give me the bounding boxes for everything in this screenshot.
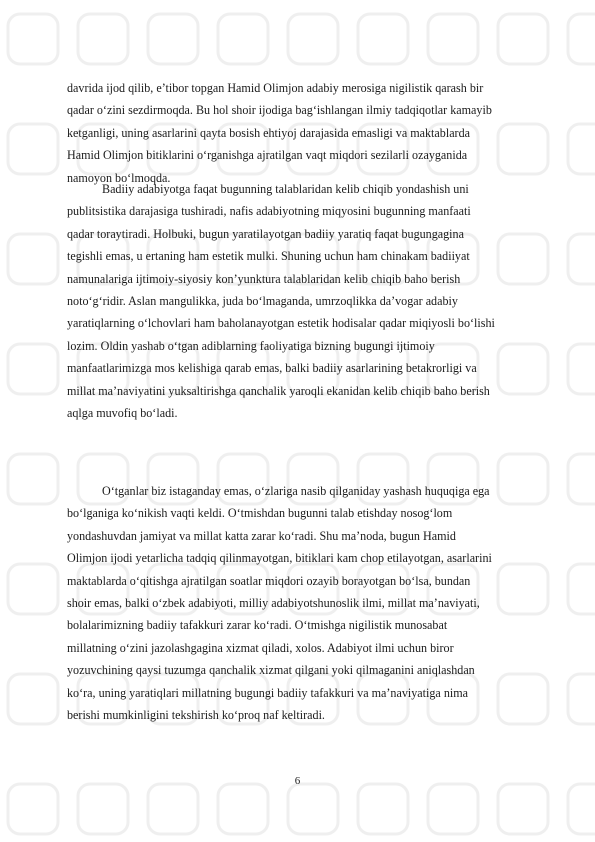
text-line: millat ma’naviyatini yuksaltirishga qanchalik yaroqli ekanidan kelib chiqib baho berish [67, 383, 490, 398]
text-line: bo‘lganiga ko‘nikish vaqti keldi. O‘tmishdan bugunni talab etishday nosog‘lom [67, 506, 453, 521]
page-number: 6 [294, 775, 301, 787]
text-line: shoir emas, balki o‘zbek adabiyoti, milliy adabiyotshunoslik ilmi, millat ma’naviyati, [67, 595, 480, 610]
text-line-indented: Badiiy adabiyotga faqat bugunning talablaridan kelib chiqib yondashish uni [102, 182, 469, 196]
text-line: millatning o‘zini jazolashgagina xizmat qiladi, xolos. Adabiyot ilmi uchun biror [67, 640, 454, 655]
text-line: yondashuvdan jamiyat va millat katta zarar ko‘radi. Shu ma’noda, bugun Hamid [67, 528, 456, 543]
text-line: ko‘ra, uning yaratiqlari millatning bugungi badiiy tafakkuri va ma’naviyatiga nima [67, 685, 468, 700]
text-line: maktablarda o‘qitishga ajratilgan soatlar miqdori ozayib borayotgan bo‘lsa, bundan [67, 573, 471, 588]
text-line: berishi mumkinligini tekshirish ko‘proq naf keltiradi. [67, 707, 325, 722]
text-line: tegishli emas, u ertaning ham estetik mulki. Shuning uchun ham chinakam badiiyat [67, 249, 470, 264]
paragraph-2 [67, 178, 562, 424]
text-line: noto‘g‘ridir. Aslan mangulikka, juda bo‘lmaganda, umrzoqlikka da’vogar adabiy [67, 293, 458, 308]
text-line: yozuvchining qaysi tuzumga qanchalik xizmat qilgani yoki qilmaganini aniqlashdan [67, 663, 475, 678]
text-line: yaratiqlarning o‘lchovlari ham baholanayotgan estetik hodisalar qadar miqiyosli bo‘lishi [67, 316, 495, 331]
text-line: qadar toraytiradi. Holbuki, bugun yaratilayotgan badiiy yaratiq faqat bugungagina [67, 226, 464, 241]
paragraph-3 [67, 480, 562, 726]
text-line: bolalarimizning badiiy tafakkuri zarar ko‘radi. O‘tmishga nigilistik munosabat [67, 618, 448, 633]
text-line-indented: O‘tganlar biz istaganday emas, o‘zlariga nasib qilganiday yashash huquqiga ega [102, 484, 490, 498]
text-line: ketganligi, uning asarlarini qayta bosish ehtiyoj darajasida emasligi va maktablarda [67, 125, 471, 140]
text-line: lozim. Oldin yashab o‘tgan adiblarning faoliyatiga bizning bugungi ijtimoiy [67, 338, 435, 353]
text-line: namoyon bo‘lmoqda. [67, 170, 171, 185]
text-line: qadar o‘zini sezdirmoqda. Bu hol shoir ijodiga bag‘ishlangan ilmiy tadqiqotlar kamayib [67, 103, 492, 118]
text-line: Hamid Olimjon bitiklarini o‘rganishga ajratilgan vaqt miqdori sezilarli ozayganida [67, 148, 468, 163]
text-line: Olimjon ijodi yetarlicha tadqiq qilinmayotgan, bitiklari kam chop etilayotgan, asarlarini [67, 551, 492, 566]
text-line: aqlga muvofiq bo‘ladi. [67, 405, 178, 420]
text-line: namunalariga ijtimoiy-siyosiy kon’yunktura talablaridan kelib chiqib baho berish [67, 271, 461, 286]
text-line: publitsistika darajasiga tushiradi, nafis adabiyotning miqyosini bugunning manfaati [67, 204, 471, 219]
paragraph-1 [67, 77, 562, 189]
text-line: davrida ijod qilib, e’tibor topgan Hamid Olimjon adabiy merosiga nigilistik qarash bir [67, 81, 484, 95]
text-line: manfaatlarimizga mos kelishiga qarab emas, balki badiiy asarlarining betakrorligi va [67, 361, 477, 376]
